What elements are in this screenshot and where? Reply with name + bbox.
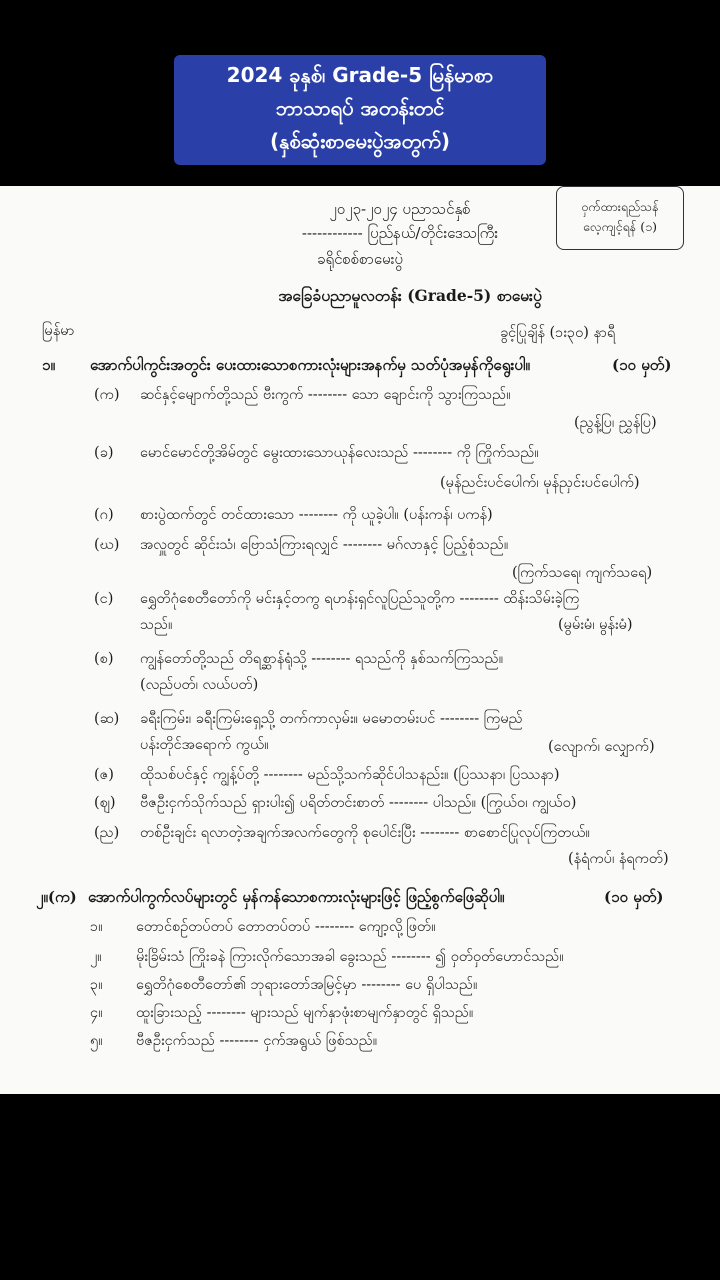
- item-label: ၁။: [90, 919, 103, 935]
- exam-title: အခြေခံပညာမူလတန်း (Grade-5) စာမေးပွဲ: [278, 286, 542, 305]
- item-text: ဆင်နှင့်မျောက်တို့သည် ဗီးကွက် -------- သော ချောင်းကို သွားကြသည်။: [140, 387, 511, 403]
- item-text: အလှူတွင် ဆိုင်းသံ၊ ဗြောသံကြားရလျှင် -------- မဂ်လာနှင့် ပြည့်စုံသည်။: [140, 537, 509, 553]
- item-label: ၂။: [90, 949, 102, 965]
- item-text: ထိုသစ်ပင်နှင့် ကျွန့်ပ်တို့ -------- မည်သို့သက်ဆိုင်ပါသနည်း။ (ပြဿနာ၊ ပြဿနာ): [140, 767, 560, 783]
- item-label: ၃။: [90, 977, 103, 993]
- item-text: မောင်မောင်တို့အိမ်တွင် မွေးထားသောယုန်လေးသည် -------- ကို ကြိုက်သည်။: [140, 445, 539, 461]
- item-text: ခရီးကြမ်း၊ ခရီးကြမ်းရှေ့သို့ တက်ကာလှမ်း။ မမောတမ်းပင် -------- ကြမည်: [140, 711, 523, 727]
- item-options: (မွမ်းမံ၊ မွန်းမံ): [558, 617, 633, 633]
- time-allowed: ခွင့်ပြုချိန် (၁း၃၀) နာရီ: [500, 325, 616, 341]
- item-label: (ခ): [94, 445, 114, 461]
- item-label: (င): [94, 591, 114, 607]
- item-label: (ဂ): [94, 507, 114, 523]
- item-options: (ညွန့်ပြ၊ ညွှန်ပြ): [574, 415, 657, 431]
- code-box-line-1: ဝှက်ထားရည်သန်: [581, 199, 659, 214]
- item-text: တောင်စဉ်တပ်တပ် တောတပ်တပ် -------- ကျော့လို့ဖြတ်။: [136, 919, 436, 935]
- q1-number: ၁။: [42, 356, 55, 374]
- item-label: ၄။: [90, 1005, 103, 1021]
- item-text: ထူးခြားသည့် -------- များသည် မျက်နှာဖုံးစာမျက်နှာတွင် ရှိသည်။: [136, 1005, 474, 1021]
- item-continuation: (လည်ပတ်၊ လယ်ပတ်): [140, 677, 259, 693]
- item-text: ရွှေတိဂုံစေတီတော်၏ ဘုရားတော်အမြင့်မှာ -------- ပေ ရှိပါသည်။: [136, 977, 478, 993]
- item-label: (က): [94, 387, 120, 403]
- q2-number: ၂။(က): [36, 888, 77, 906]
- item-label: (ည): [94, 825, 120, 841]
- item-continuation: ပန်းတိုင်အရောက် ကွယ်။: [140, 737, 269, 753]
- banner-line-3: (နှစ်ဆုံးစာမေးပွဲအတွက်): [270, 129, 450, 153]
- q2-instruction: အောက်ပါကွက်လပ်များတွင် မှန်ကန်သောစကားလုံးများဖြင့် ဖြည့်စွက်ဖြေဆိုပါ။: [88, 888, 505, 906]
- item-label: (ဈ): [94, 795, 116, 811]
- academic-year: ၂၀၂၃-၂၀၂၄ ပညာသင်နှစ်: [329, 200, 471, 218]
- subject-label: မြန်မာ: [42, 323, 75, 339]
- video-caption-banner: [174, 55, 546, 165]
- item-label: (စ): [94, 651, 114, 667]
- item-options: (ကြက်သရေ၊ ကျက်သရေ): [512, 565, 653, 581]
- q1-instruction: အောက်ပါကွင်းအတွင်း ပေးထားသောစကားလုံးများအနက်မှ သတ်ပုံအမှန်ကိုရွေးပါ။: [90, 356, 530, 374]
- item-text: စားပွဲထက်တွင် တင်ထားသော -------- ကို ယူခဲ့ပါ။ (ပန်းကန်၊ ပကန်): [140, 507, 493, 523]
- item-text: ရွှေတိဂုံစေတီတော်ကို မင်းနှင့်တကွ ရဟန်းရှင်လူပြည်သူတို့က -------- ထိန်းသိမ်းခဲ့ကြ: [140, 591, 580, 607]
- item-text: တစ်ဦးချင်း ရလာတဲ့အချက်အလက်တွေကို စုပေါင်းပြီး -------- စာစောင်ပြုလုပ်ကြတယ်။: [140, 825, 590, 841]
- code-box-line-2: လေ့ကျင့်ရန် (၁): [582, 219, 658, 234]
- q1-marks: (၁၀ မှတ်): [612, 356, 672, 374]
- item-continuation: သည်။: [140, 617, 173, 633]
- exam-paper: [0, 186, 720, 1094]
- region-line: ------------ ပြည်နယ်/တိုင်းဒေသကြီး: [301, 224, 499, 242]
- item-label: ၅။: [90, 1033, 103, 1049]
- item-text: ကျွန်တော်တို့သည် တိရစ္ဆာန်ရုံသို့ -------- ရသည်ကို နှစ်သက်ကြသည်။: [140, 651, 504, 667]
- code-box: [556, 186, 684, 250]
- q2-marks: (၁၀ မှတ်): [604, 888, 664, 906]
- banner-line-2: ဘာသာရပ် အတန်းတင်: [275, 96, 445, 120]
- exam-kind: ခရိုင်စစ်စာမေးပွဲ: [317, 250, 403, 268]
- item-label: (ဃ): [94, 537, 120, 553]
- item-options: (နံရံကပ်၊ နံရကတ်): [568, 851, 669, 867]
- item-label: (ဆ): [94, 711, 120, 727]
- item-text: မိုးခြိမ်းသံ ကြိုးခနဲ ကြားလိုက်သောအခါ ခွေးသည် -------- ၍ ဝှတ်ဝှတ်ဟောင်သည်။: [136, 949, 564, 965]
- item-options: (မုန်ညင်းပင်ပေါက်၊ မုန်ညှင်းပင်ပေါက်): [440, 475, 640, 491]
- item-options: (လျောက်၊ လျှောက်): [548, 739, 655, 755]
- item-text: ဗီဇဦးငှက်သည် -------- ငှက်အရွယ် ဖြစ်သည်။: [136, 1033, 378, 1049]
- item-label: (ဇ): [94, 767, 114, 783]
- banner-line-1: 2024 ခုနှစ်၊ Grade-5 မြန်မာစာ: [226, 63, 494, 87]
- item-text: ဗီဇဦးငှက်သိုက်သည် ရှားပါး၍ ပရိတ်တင်းစာတ် -------- ပါသည်။ (ကြွယ်ဝ၊ ကျွယ်ဝ): [140, 795, 577, 811]
